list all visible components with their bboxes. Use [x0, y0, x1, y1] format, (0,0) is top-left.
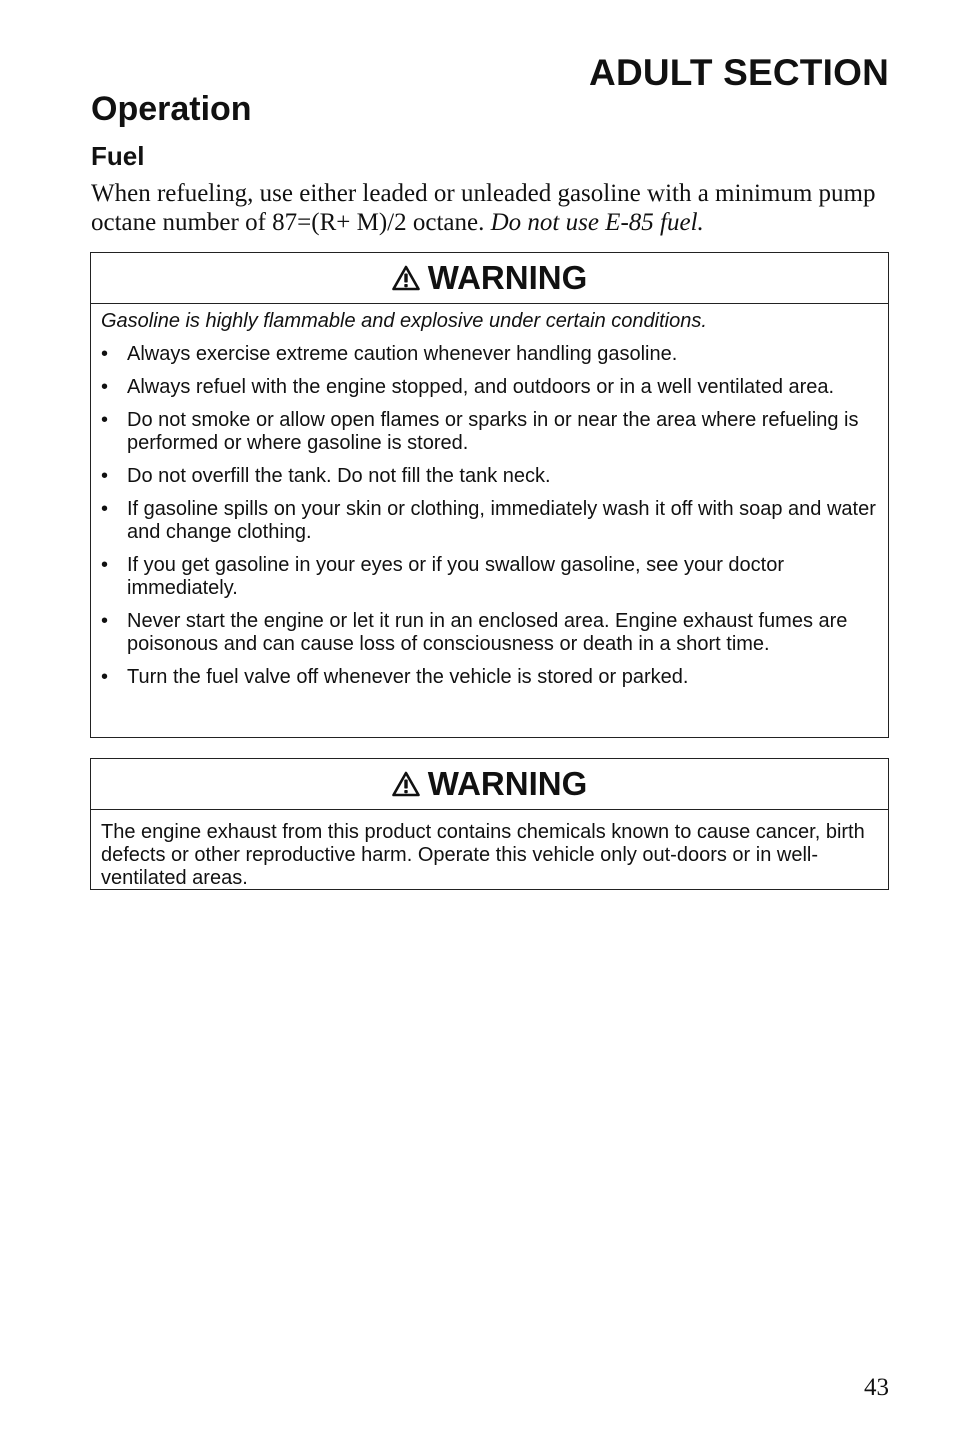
- list-item: [101, 666, 876, 689]
- fuel-intro-text: When refueling, use either leaded or unleaded gasoline with a minimum pump octane number of 87=(R+ M)/2 octane.: [91, 180, 876, 236]
- list-item-text: If you get gasoline in your eyes or if you swallow gasoline, see your doctor immediately.: [127, 554, 785, 599]
- warning-intro: Gasoline is highly flammable and explosive under certain conditions.: [101, 310, 707, 332]
- list-item: [101, 343, 876, 366]
- list-item-text: Always refuel with the engine stopped, and outdoors or in a well ventilated area.: [127, 376, 835, 398]
- list-item: [101, 409, 876, 455]
- list-item: [101, 376, 876, 399]
- list-item-text: Do not smoke or allow open flames or sparks in or near the area where refueling is performed or where gasoline is stored.: [127, 409, 859, 454]
- page-number: 43: [864, 1374, 889, 1401]
- bullet: •: [101, 666, 109, 688]
- list-item: [101, 554, 876, 600]
- warning-box-gasoline: [90, 252, 889, 738]
- bullet: •: [101, 409, 109, 431]
- warning-header: [91, 759, 888, 810]
- bullet: •: [101, 498, 109, 520]
- list-item-text: Never start the engine or let it run in an enclosed area. Engine exhaust fumes are poisonous and can cause loss of consciousness or death in a short time.: [127, 610, 848, 655]
- warning-label: WARNING: [427, 259, 588, 296]
- page-title: Operation: [91, 90, 252, 128]
- fuel-intro-emphasis: Do not use E-85 fuel.: [490, 209, 704, 236]
- section-header: ADULT SECTION: [589, 52, 889, 93]
- warning-label: WARNING: [427, 765, 588, 802]
- list-item: [101, 465, 876, 488]
- list-item-text: Always exercise extreme caution whenever handling gasoline.: [127, 343, 678, 365]
- list-item: [101, 610, 876, 656]
- bullet: •: [101, 343, 109, 365]
- bullet: •: [101, 376, 109, 398]
- subsection-title: Fuel: [91, 141, 145, 171]
- warning-box-exhaust: [90, 758, 889, 890]
- warning-triangle-icon: [392, 265, 420, 291]
- list-item-text: Do not overfill the tank. Do not fill the tank neck.: [127, 465, 551, 487]
- warning-triangle-icon: [392, 771, 420, 797]
- warning-list: [101, 343, 876, 689]
- list-item: [101, 498, 876, 544]
- fuel-intro-paragraph: [91, 179, 901, 237]
- warning-header: [91, 253, 888, 304]
- bullet: •: [101, 465, 109, 487]
- warning-text: The engine exhaust from this product contains chemicals known to cause cancer, birth defects or other reproductive harm. Operate this vehicle only out-doors or in well-ventilated areas.: [101, 821, 865, 889]
- bullet: •: [101, 554, 109, 576]
- bullet: •: [101, 610, 109, 632]
- list-item-text: If gasoline spills on your skin or clothing, immediately wash it off with soap and water and change clothing.: [127, 498, 876, 543]
- warning-body: [91, 304, 888, 689]
- list-item-text: Turn the fuel valve off whenever the vehicle is stored or parked.: [127, 666, 689, 688]
- warning-body: [91, 810, 888, 890]
